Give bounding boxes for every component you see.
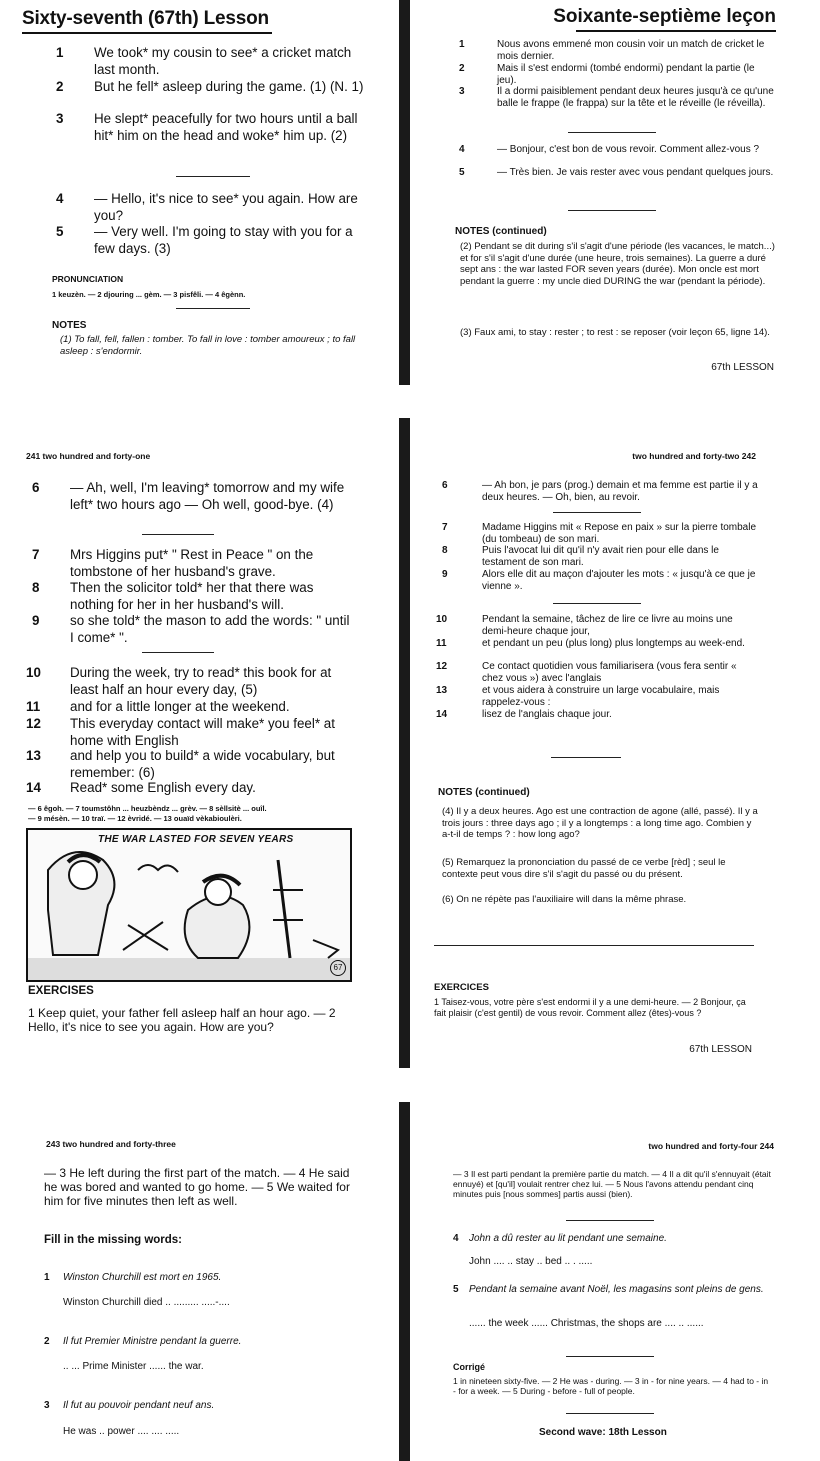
separator <box>568 210 656 211</box>
translation-line: 5 — Très bien. Je vais rester avec vous pendant quelques jours. <box>459 167 774 178</box>
title-underline <box>576 30 776 32</box>
separator <box>553 512 641 513</box>
separator <box>176 176 250 177</box>
note-6: (6) On ne répète pas l'auxiliaire will dans la même phrase. <box>442 894 687 905</box>
translation-line: 13 et vous aidera à construire un large vocabulaire, mais rappelez-vous : <box>436 685 720 708</box>
note-1: (1) To fall, fell, fallen : tomber. To fall in love : tomber amoureux ; to fall asleep : s'endormir. <box>60 334 356 357</box>
pronunciation-text: 1 keuzèn. — 2 djouring ... gèm. — 3 pisfêli. — 4 êgènn. <box>52 290 246 299</box>
dialogue-line: 14 Read* some English every day. <box>26 780 256 795</box>
lesson-footer: 67th LESSON <box>689 1044 752 1055</box>
note-4: (4) Il y a deux heures. Ago est une contraction de agone (allé, passé). Il y a trois jours : three days ago ; il y a longtemps : a long time ago. Combien y a-t-il de temps ? : how long ago? <box>442 806 758 840</box>
dialogue-line: 1 We took* my cousin to see* a cricket match last month. <box>56 45 352 77</box>
translation-line: 3 Il a dormi paisiblement pendant deux heures jusqu'à ce qu'une balle le frappe (le frappa) sur la tête et le réveille (le réveilla). <box>459 86 774 109</box>
separator <box>142 534 214 535</box>
cartoon-drawing <box>28 830 350 980</box>
pronunciation-text: — 6 êgoh. — 7 toumstôhn ... heuzbèndz ... grèv. — 8 sèllsitè ... ouîl. <box>28 804 267 813</box>
fill-item-prompt: 1 Winston Churchill est mort en 1965. <box>44 1272 222 1283</box>
fill-item-blank[interactable]: Winston Churchill died .. ......... .....-.... <box>63 1297 230 1308</box>
separator <box>566 1413 654 1414</box>
separator <box>566 1220 654 1221</box>
dialogue-line: 5 — Very well. I'm going to stay with you for a few days. (3) <box>56 224 353 256</box>
fill-item-blank[interactable]: ...... the week ...... Christmas, the shops are .... .. ...... <box>469 1318 704 1329</box>
fill-item-prompt: 5 Pendant la semaine avant Noël, les magasins sont pleins de gens. <box>453 1284 764 1295</box>
exercises-text: 1 Taisez-vous, votre père s'est endormi il y a une demi-heure. — 2 Bonjour, ça fait plaisir (c'est gentil) de vous revoir. Comment allez (êtes)-vous ? <box>434 997 746 1018</box>
page-gutter <box>399 1102 410 1461</box>
translation-line: 2 Mais il s'est endormi (tombé endormi) pendant la partie (le jeu). <box>459 63 755 86</box>
separator <box>434 945 754 946</box>
exercises-heading: EXERCICES <box>434 982 489 993</box>
translation-line: 10 Pendant la semaine, tâchez de lire ce livre au moins une demi-heure chaque jour, <box>436 614 733 637</box>
dialogue-line: 7 Mrs Higgins put* " Rest in Peace " on the tombstone of her husband's grave. <box>32 547 314 579</box>
dialogue-line: 2 But he fell* asleep during the game. (1) (N. 1) <box>56 79 364 94</box>
dialogue-line: 13 and help you to build* a wide vocabulary, but remember: (6) <box>26 748 335 780</box>
dialogue-line: 10 During the week, try to read* this book for at least half an hour every day, (5) <box>26 665 332 697</box>
notes-heading: NOTES (continued) <box>455 226 547 237</box>
cartoon-lesson-badge: 67 <box>330 960 346 976</box>
exercises-text: — 3 He left during the first part of the match. — 4 He said he was bored and wanted to go home. — 5 We waited for him for five minutes then left as well. <box>44 1166 350 1208</box>
translation-line: 12 Ce contact quotidien vous familiarisera (vous fera sentir « chez vous ») avec l'anglais <box>436 661 737 684</box>
separator <box>142 652 214 653</box>
dialogue-line: 9 so she told* the mason to add the words: " until I come* ". <box>32 613 350 645</box>
pronunciation-heading: PRONUNCIATION <box>52 274 124 284</box>
separator <box>176 308 250 309</box>
dialogue-line: 3 He slept* peacefully for two hours until a ball hit* him on the head and woke* him up. (2) <box>56 111 358 143</box>
pronunciation-text: — 9 mésèn. — 10 traï. — 12 èvridé. — 13 ouaïd vèkabioulèri. <box>28 814 242 823</box>
cartoon-caption: THE WAR LASTED FOR SEVEN YEARS <box>98 834 294 845</box>
dialogue-line: 8 Then the solicitor told* her that there was nothing for her in her husband's will. <box>32 580 314 612</box>
note-3: (3) Faux ami, to stay : rester ; to rest : se reposer (voir leçon 65, ligne 14). <box>460 327 770 338</box>
fill-item-blank[interactable]: .. ... Prime Minister ...... the war. <box>63 1361 204 1372</box>
page-gutter <box>399 418 410 1068</box>
corrige-heading: Corrigé <box>453 1362 486 1372</box>
separator <box>553 603 641 604</box>
translation-line: 4 — Bonjour, c'est bon de vous revoir. Comment allez-vous ? <box>459 144 760 155</box>
translation-line: 1 Nous avons emmené mon cousin voir un match de cricket le mois dernier. <box>459 39 765 62</box>
dialogue-line: 4 — Hello, it's nice to see* you again. How are you? <box>56 191 358 223</box>
cartoon-illustration <box>26 828 352 982</box>
page-header: 243 two hundred and forty-three <box>46 1139 176 1149</box>
second-wave: Second wave: 18th Lesson <box>539 1427 667 1438</box>
notes-heading: NOTES <box>52 320 87 331</box>
page-gutter <box>399 0 410 385</box>
dialogue-line: 11 and for a little longer at the weekend. <box>26 699 290 714</box>
dialogue-line: 12 This everyday contact will make* you feel* at home with English <box>26 716 335 748</box>
fill-in-heading: Fill in the missing words: <box>44 1234 183 1246</box>
page-header: two hundred and forty-two 242 <box>632 451 756 461</box>
note-5: (5) Remarquez la prononciation du passé de ce verbe [rèd] ; seul le contexte peut vous dire s'il s'agit du passé ou du présent. <box>442 857 726 880</box>
dialogue-line: 6 — Ah, well, I'm leaving* tomorrow and my wife left* two hours ago — Oh well, good-bye. (4) <box>32 480 345 512</box>
corrige-text: 1 in nineteen sixty-five. — 2 He was - during. — 3 in - for nine years. — 4 had to - in - for a week. — 5 During - before - full of people. <box>453 1376 769 1396</box>
fill-item-blank[interactable]: He was .. power .... .... ..... <box>63 1426 180 1437</box>
title-underline <box>22 32 272 34</box>
translation-line: 9 Alors elle dit au maçon d'ajouter les mots : « jusqu'à ce que je vienne ». <box>442 569 756 592</box>
note-2: (2) Pendant se dit during s'il s'agit d'une période (les vacances, le match...) et for s'il s'agit d'une durée (une heure, trois semaines). La guerre a duré sept ans : the war lasted FOR seven years (durée). Mon oncle est mort pendant la guerre : my uncle died DURING the war (pendant la période). <box>460 241 775 287</box>
separator <box>568 132 656 133</box>
translation-line: 14 lisez de l'anglais chaque jour. <box>436 709 612 720</box>
notes-heading: NOTES (continued) <box>438 787 530 798</box>
separator <box>551 757 621 758</box>
exercises-text: 1 Keep quiet, your father fell asleep half an hour ago. — 2 Hello, it's nice to see you again. How are you? <box>28 1006 336 1034</box>
fill-item-blank[interactable]: John .... .. stay .. bed .. . ..... <box>469 1256 593 1267</box>
fill-item-prompt: 3 Il fut au pouvoir pendant neuf ans. <box>44 1400 215 1411</box>
exercises-heading: EXERCISES <box>28 985 94 997</box>
translation-line: 11 et pendant un peu (plus long) plus longtemps au week-end. <box>436 638 745 649</box>
fill-item-prompt: 2 Il fut Premier Ministre pendant la guerre. <box>44 1336 242 1347</box>
translation-line: 8 Puis l'avocat lui dit qu'il n'y avait rien pour elle dans le testament de son mari. <box>442 545 719 568</box>
exercises-text: — 3 Il est parti pendant la première partie du match. — 4 Il a dit qu'il s'ennuyait (était ennuyé) et [qu'il] voulait rentrer chez lui. — 5 Nous l'avons attendu pendant cinq minutes puis [nous sommes] partis aussi (bien). <box>453 1169 771 1199</box>
lesson-title-fr: Soixante-septième leçon <box>553 6 776 27</box>
lesson-title-en: Sixty-seventh (67th) Lesson <box>22 8 269 29</box>
page-header: two hundred and forty-four 244 <box>648 1141 774 1151</box>
translation-line: 7 Madame Higgins mit « Repose en paix » sur la pierre tombale (du tombeau) de son mari. <box>442 522 757 545</box>
separator <box>566 1356 654 1357</box>
ground <box>28 958 350 980</box>
lesson-footer: 67th LESSON <box>711 362 774 373</box>
fill-item-prompt: 4 John a dû rester au lit pendant une semaine. <box>453 1233 667 1244</box>
translation-line: 6 — Ah bon, je pars (prog.) demain et ma femme est partie il y a deux heures. — Oh, bien, au revoir. <box>442 480 758 503</box>
page-header: 241 two hundred and forty-one <box>26 451 151 461</box>
